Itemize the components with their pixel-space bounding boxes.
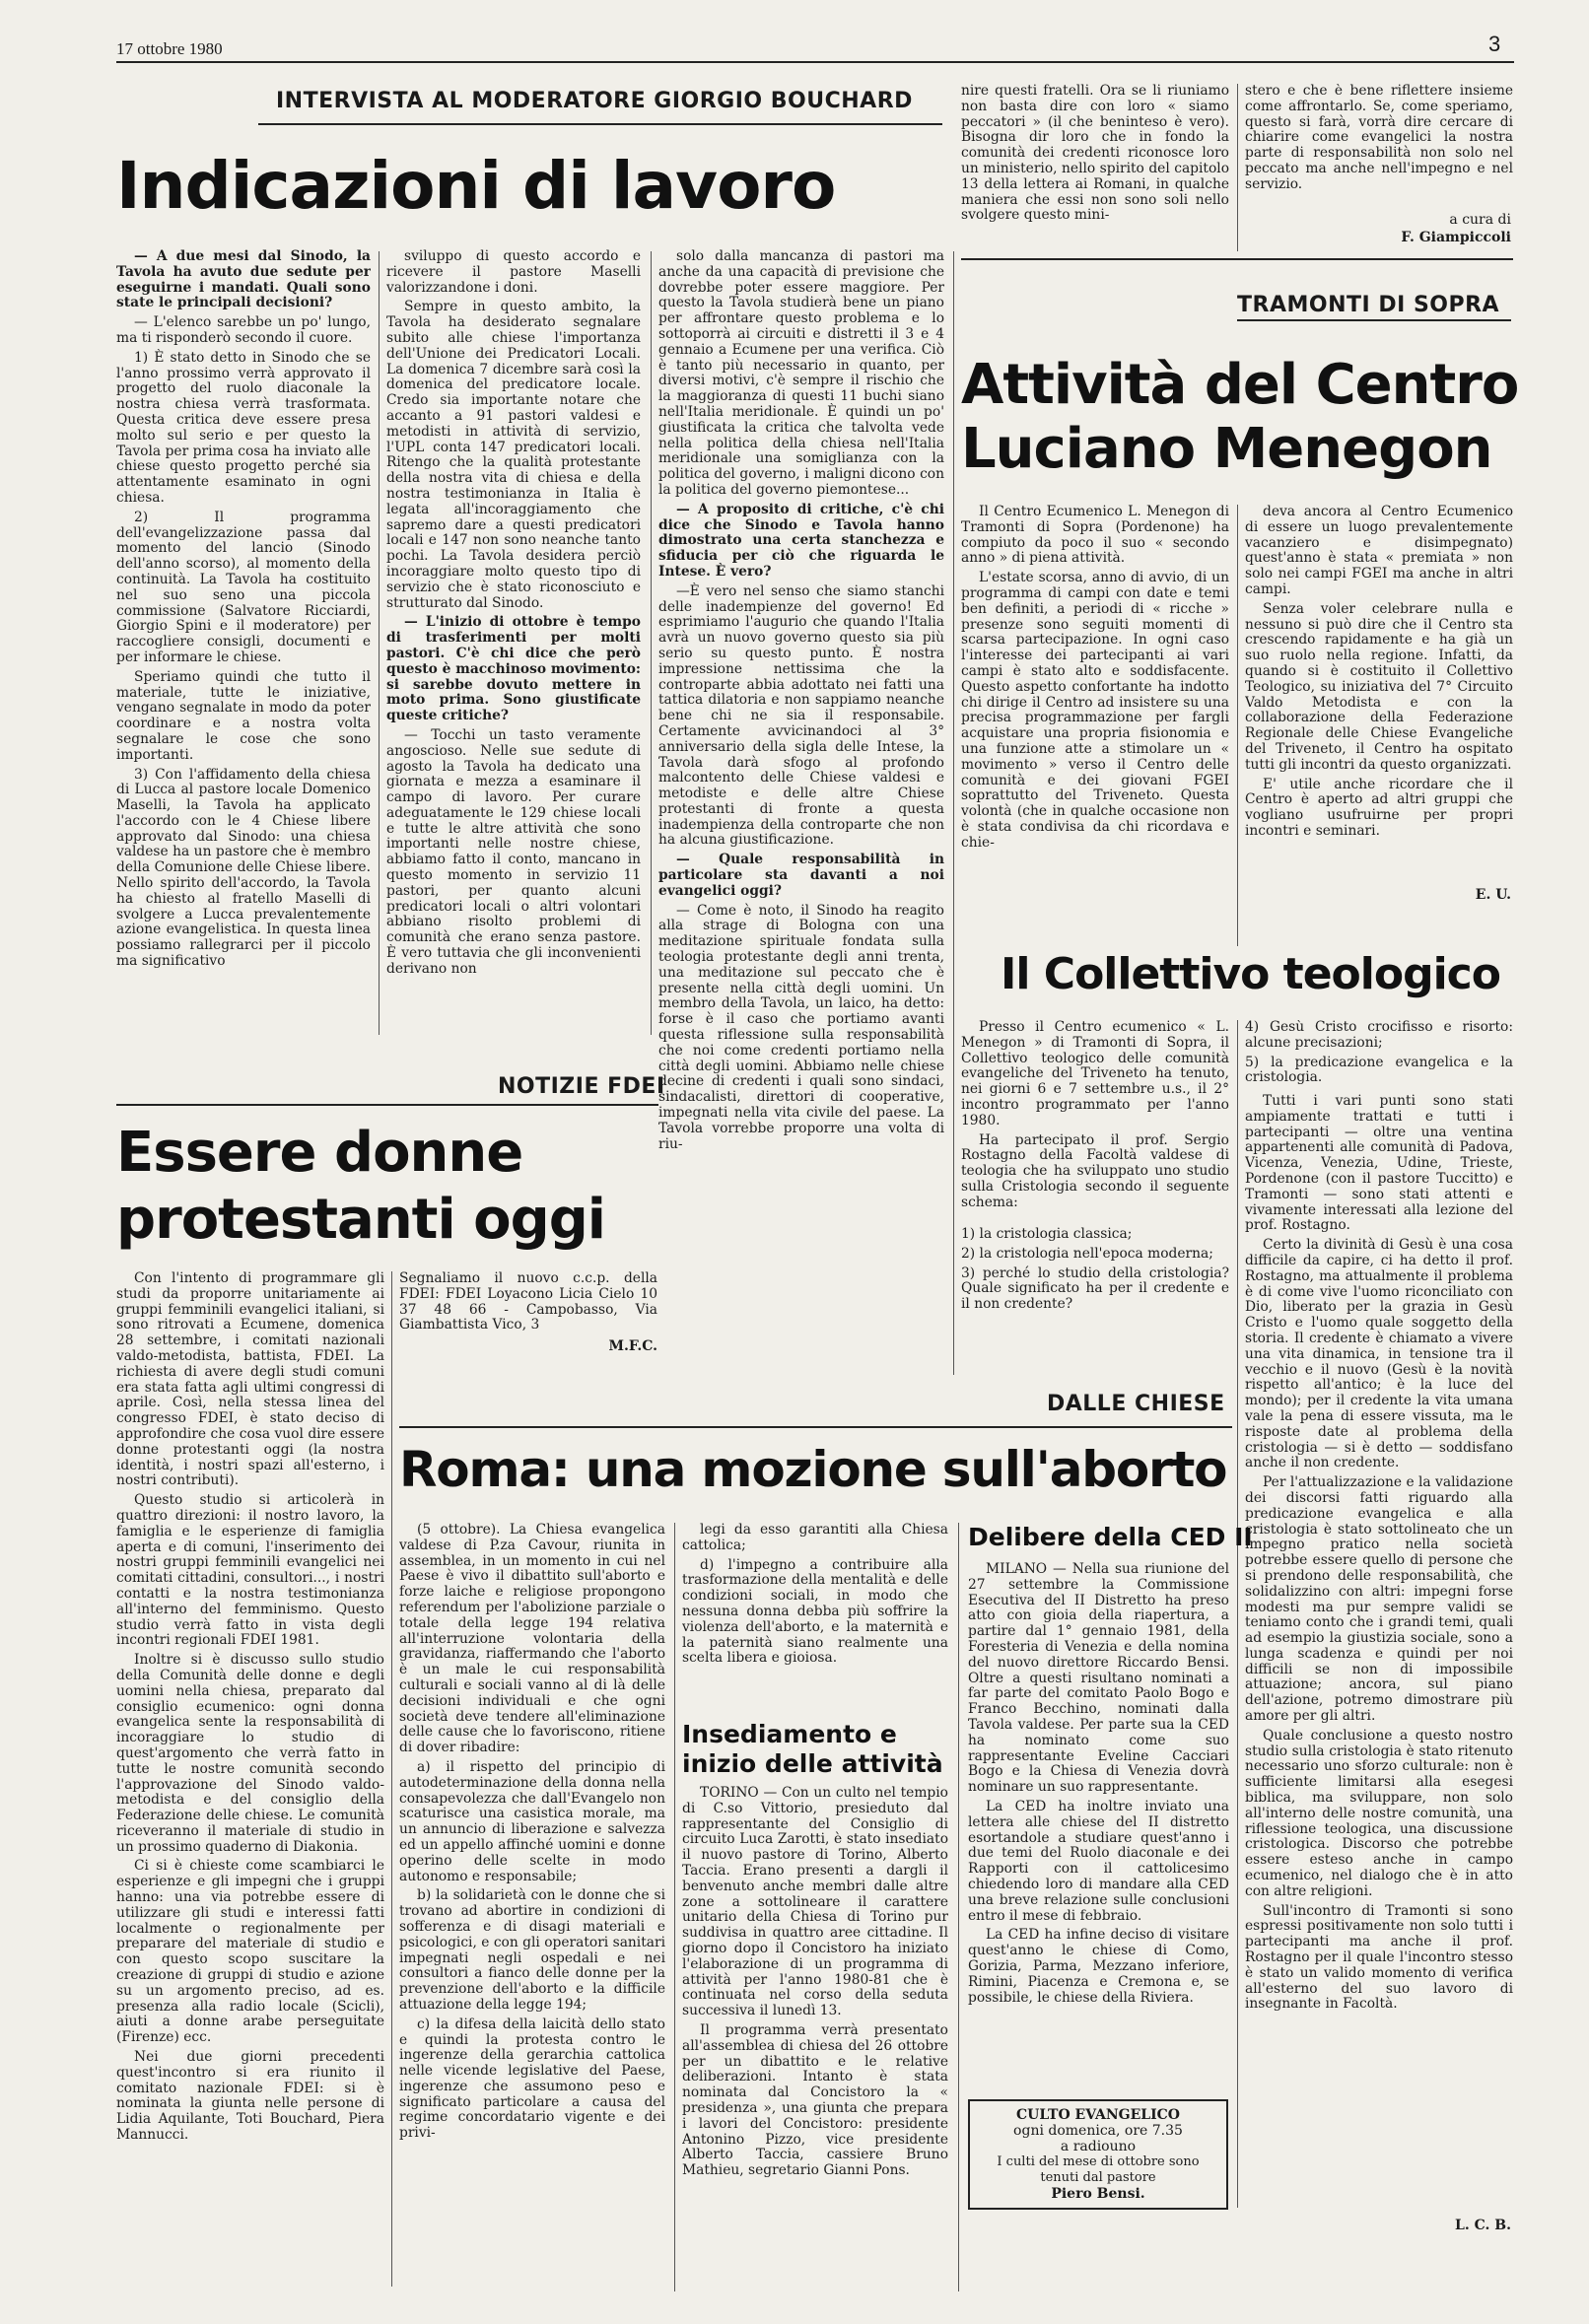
article2-column-1 [961,505,1229,948]
paragraph: solo dalla mancanza di pastori ma anche da una capacità di previsione che dovrebbe poter essere maggiore. Per questo la Tavola studierà bene un piano per affrontare questo problema e lo sottoporrà ai circuiti e distretti il 3 e 4 gennaio a Ecumene per una verifica. Ciò è tanto più necessario in quanto, per diversi motivi, c'è sempre il rischio che la maggioranza di questi 11 buchi siano nell'Italia meridionale. È quindi un po' giustificata la critica che talvolta vede nella politica della chiesa nell'Italia meridionale una somiglianza con la politica del governo, i maligni dicono con la politica del governo piemontese... [658,249,944,498]
paragraph: Senza voler celebrare nulla e nessuno si può dire che il Centro sta crescendo rapidamente e ha già un suo ruolo nella regione. Infatti, da quando si è costituito il Collettivo Teologico, su iniziativa del 7° Circuito Valdo Metodista e con la collaborazione della Federazione Regionale delle Chiese Evangeliche del Triveneto, il Centro ha ospitato tutti gli incontri da questo organizzati. [1245,600,1513,773]
outline-item: 4) Gesù Cristo crocifisso e risorto: alcune precisazioni; [1245,1020,1513,1051]
paragraph: d) l'impegno a contribuire alla trasformazione della mentalità e delle condizioni sociali, in modo che nessuna donna debba più soffrire la violenza dell'aborto, e la maternità e la paternità siano realmente una scelta libera e gioiosa. [682,1556,948,1667]
article1-title: Indicazioni di lavoro [116,148,836,224]
article3-outline-1 [961,1227,1229,1385]
kicker-rule [399,1426,1232,1428]
paragraph: Speriamo quindi che tutto il materiale, tutte le iniziative, vengano segnalate in modo da poter coordinare e a nostra volta segnalare le cose che sono importanti. [116,668,371,763]
paragraph: MILANO — Nella sua riunione del 27 settembre la Commissione Esecutiva del II Distretto ha preso atto con gioia della riapertura, a partire dal 1° gennaio 1981, della Foresteria di Venezia e della nomina del nuovo direttore Riccardo Bensi. Oltre a questi risultano nominati a far parte del comitato Paolo Bogo e Franco Becchino, nominati dalla Tavola valdese. Per parte sua la CED ha nominato come suo rappresentante Eveline Cacciari Bogo e la Chiesa di Venezia dovrà nominare un suo rappresentante. [968,1562,1229,1796]
article1-column-4 [961,84,1229,246]
ced-title: Delibere della CED II [968,1523,1253,1551]
article2-title-line2: Luciano Menegon [961,417,1492,481]
article5-subtitle-line2: inizio delle attività [682,1749,943,1778]
article5-kicker: DALLE CHIESE [1047,1392,1225,1416]
column-divider [651,251,652,1035]
paragraph: E' utile anche ricordare che il Centro è aperto ad altri gruppi che vogliano usufruirne per propri incontri e seminari. [1245,776,1513,839]
paragraph: Il Centro Ecumenico L. Menegon di Tramonti di Sopra (Pordenone) ha compiuto da poco il suo « secondo anno » di piena attività. [961,505,1229,567]
outline-item: 1) la cristologia classica; [961,1227,1133,1242]
article1-column-1 [116,249,371,1038]
article1-kicker: INTERVISTA AL MODERATORE GIORGIO BOUCHARD [276,89,913,113]
article4-title-line2: protestanti oggi [116,1188,605,1252]
paragraph: L'estate scorsa, anno di avvio, di un programma di campi con date e temi ben definiti, a periodi di « ricche » presenze sono seguiti momenti di scarsa partecipazione. In ogni caso l'interesse dei partecipanti ai vari campi è stato alto e soddisfacente. Questo aspetto confortante ha indotto chi dirige il Centro ad insistere su una precisa programmazione per fargli acquistare una propria fisionomia e una funzione atte a stimolare un « movimento » verso il Centro delle comunità e dei giovani FGEI soprattutto del Triveneto. Questa volontà (che in qualche occasione non è stata condivisa da chi ricordava e chie- [961,570,1229,851]
issue-date: 17 ottobre 1980 [116,39,223,58]
paragraph: deva ancora al Centro Ecumenico di essere un luogo prevalentemente vacanziero e disimpegnato) quest'anno è stata « premiata » non solo nei campi FGEI ma anche in altri campi. [1245,505,1513,597]
paragraph: — Quale responsabilità in particolare sta davanti a noi evangelici oggi? [658,852,944,899]
article4-kicker: NOTIZIE FDEI [498,1074,665,1099]
paragraph: Con l'intento di programmare gli studi da proporre unitariamente ai gruppi femminili evangelici italiani, si sono ritrovati a Ecumene, domenica 28 settembre, i comitati nazionali valdo-metodista, battista, FDEI. La richiesta di avere degli studi comuni era stata fatta agli ultimi congressi di aprile. Così, nella stessa linea del congresso FDEI, è stato deciso di approfondire che cosa vuol dire essere donne protestanti oggi (la nostra identità, i nostri spazi all'esterno, i nostri contributi). [116,1271,384,1489]
paragraph: Tutti i vari punti sono stati ampiamente trattati e tutti i partecipanti — oltre una ventina appartenenti alle comunità di Padova, Vicenza, Venezia, Udine, Trieste, Pordenone (con il pastore Tuccitto) e Tramonti — sono stati attenti e vivamente interessati alla lezione del prof. Rostagno. [1245,1094,1513,1234]
paragraph: La CED ha infine deciso di visitare quest'anno le chiese di Como, Gorizia, Parma, Mezzano inferiore, Rimini, Piacenza e Cremona e, se possibile, le chiese della Riviera. [968,1927,1229,2006]
article3-outline-2 [1245,1020,1513,1089]
paragraph: 3) Con l'affidamento della chiesa di Lucca al pastore locale Domenico Maselli, la Tavola ha applicato l'accordo con le 4 Chiese libere approvato dal Sinodo: una chiesa valdese ha un pastore che è membro della Comunione delle Chiese libere. Nello spirito dell'accordo, la Tavola ha chiesto al fratello Maselli di svolgere a Lucca prevalentemente azione evangelistica. In questa linea possiamo rallegrarci per il piccolo ma significativo [116,766,371,970]
paragraph: Inoltre si è discusso sullo studio della Comunità delle donne e degli uomini nella chiesa, preparato dal consiglio ecumenico: ogni donna evangelica sente la responsabilità di incoraggiare lo studio di quest'argomento che verrà fatto in tutte le nostre comunità secondo l'approvazione del Sinodo valdo-metodista e del consiglio della Federazione delle chiese. Le comunità riceveranno il materiale di studio in un prossimo quaderno di Diakonia. [116,1652,384,1855]
column-divider [1237,1020,1238,2208]
paragraph: — Tocchi un tasto veramente angoscioso. Nelle sue sedute di agosto la Tavola ha dedicato una giornata e mezza a esaminare il campo di lavoro. Per curare adeguatamente le 129 chiese locali e tutte le altre attività che sono importanti nelle nostre chiese, abbiamo fatto il conto, mancano in questo momento in servizio 11 pastori, per quanto alcuni predicatori locali o altri volontari abbiano risolto problemi di comunità che erano senza pastore. È vero tuttavia che gli inconvenienti derivano non [386,726,641,977]
paragraph: (5 ottobre). La Chiesa evangelica valdese di P.za Cavour, riunita in assemblea, in un momento in cui nel Paese è vivo il dibattito sull'aborto e forze laiche e religiose propongono referendum per l'abolizione parziale o totale della legge 194 relativa all'interruzione volontaria della gravidanza, riaffermando che l'aborto è un male le cui responsabilità culturali e sociali vanno al di là delle decisioni individuali e che ogni società deve tendere all'eliminazione delle cause che lo favoriscono, ritiene di dover ribadire: [399,1523,665,1756]
kicker-rule [1237,319,1511,321]
article2-title-line1: Attività del Centro [961,353,1519,417]
paragraph: Ha partecipato il prof. Sergio Rostagno della Facoltà valdese di teologia che ha sviluppato uno studio sulla Cristologia secondo il seguente schema: [961,1131,1229,1210]
paragraph: —È vero nel senso che siamo stanchi delle inadempienze del governo! Ed esprimiamo l'augurio che quando l'Italia avrà un nuovo governo questo sia più serio su questo punto. È nostra impressione nettissima che la controparte abbia adottato nei fatti una tattica dilatoria e non sappiamo neanche bene chi ne sia il responsabile. Certamente avvicinandoci al 3° anniversario della sigla delle Intese, la Tavola darà sfogo al profondo malcontento delle Chiese valdesi e metodiste e delle altre Chiese protestanti di fronte a questa inadempienza della controparte che non ha alcuna giustificazione. [658,582,944,849]
article1-column-5 [1245,84,1513,212]
column-divider [953,251,954,1375]
article4-title-line1: Essere donne [116,1121,523,1185]
article5-column-1 [399,1523,665,2291]
ced-column [968,1562,1229,2065]
article2-kicker: TRAMONTI DI SOPRA [1237,293,1500,317]
article1-column-2 [386,249,641,1038]
paragraph: Per l'attualizzazione e la validazione dei discorsi fatti riguardo alla predicazione evangelica e alla cristologia è stato sottolineato che un impegno pratico nella società potrebbe essere quello di persone che si prendono delle responsabilità, che solidalizzino con altri: impegni forse modesti ma pur sempre validi se teniamo conto che i grandi temi, quali ad esempio la giustizia sociale, sono a lunga scadenza e quindi per noi difficili se non di impossibile attuazione; ancora, sul piano dell'azione, potremo dimostrare più amore per gli altri. [1245,1474,1513,1725]
article4-signature: M.F.C. [608,1338,657,1354]
section-rule [961,258,1513,260]
article5-title: Roma: una mozione sull'aborto [399,1441,1227,1498]
paragraph: Certo la divinità di Gesù è una cosa difficile da capire, ci ha detto il prof. Rostagno, ma attualmente il problema è di come vive l'uomo riconciliato con Dio, liberato per la grazia in Gesù Cristo e l'uomo quale soggetto della storia. Il credente è chiamato a vivere una vita dinamica, in tensione tra il vecchio e il nuovo (Gesù è la novità rispetto all'antico; è la luce del mondo); per il credente la vita umana vale la pena di essere vissuta, ma le risposte date al problema della cristologia — si è detto — soddisfano anche il non credente. [1245,1237,1513,1471]
paragraph: Ci si è chieste come scambiarci le esperienze e gli impegni che i gruppi hanno: una via potrebbe essere di utilizzare gli studi e interessi fatti localmente o regionalmente per preparare del materiale di studio e con questo scopo suscitare la creazione di gruppi di studio e azione su un argomento preciso, ad es. presenza alla radio locale (Scicli), aiuti a donne arabe perseguitate (Firenze) ecc. [116,1858,384,2046]
article5-column-2 [682,1523,948,1671]
article1-signature-prefix: a cura di [1449,212,1511,228]
paragraph: Sull'incontro di Tramonti si sono espressi positivamente non solo tutti i partecipanti ma anche il prof. Rostagno per il quale l'incontro stesso è stato un valido momento di verifica all'esterno del suo lavoro di insegnante in Facoltà. [1245,1902,1513,2013]
header-rule [116,61,1514,63]
paragraph: — A proposito di critiche, c'è chi dice che Sinodo e Tavola hanno dimostrato una certa stanchezza e sfiducia per ciò che riguarda le Intese. È vero? [658,501,944,580]
paragraph: Nei due giorni precedenti quest'incontro si era riunito il comitato nazionale FDEI: si è nominata la giunta nelle persone di Lidia Aquilante, Toti Bouchard, Piera Mannucci. [116,2049,384,2144]
column-divider [958,1523,959,2291]
page-number: 3 [1488,32,1501,56]
box-line: ogni domenica, ore 7.35 [1013,2123,1183,2139]
paragraph: — L'inizio di ottobre è tempo di trasferimenti per molti pastori. C'è chi dice che però questo è macchinoso movimento: si sarebbe dovuto mettere in moto prima. Sono giustificate queste critiche? [386,614,641,724]
paragraph: — Come è noto, il Sinodo ha reagito alla strage di Bologna con una meditazione spirituale fondata sulla teologia protestante degli anni trenta, una meditazione sul peccato che è presente nella città degli uomini. Un membro della Tavola, un laico, ha detto: forse è il caso che portiamo avanti questa riflessione sulla responsabilità che noi come credenti portiamo nella città degli uomini. Abbiamo nelle chiese decine di credenti i quali sono sindaci, sindacalisti, direttori di cooperative, impegnati nella vita civile del paese. La Tavola vorrebbe proporre una volta di riu- [658,902,944,1152]
article1-signature: F. Giampiccoli [1401,230,1511,245]
outline-item: 3) perché lo studio della cristologia? Quale significato ha per il credente e il non credente? [961,1265,1229,1313]
article2-signature: E. U. [1475,887,1511,903]
paragraph: Sempre in questo ambito, la Tavola ha desiderato segnalare subito alle chiese l'importanza dell'Unione dei Predicatori Locali. La domenica 7 dicembre sarà così la domenica del predicatore locale. Credo sia importante notare che accanto a 91 pastori valdesi e metodisti in attività di servizio, l'UPL conta 147 predicatori locali. Ritengo che la qualità protestante della nostra vita di chiesa e della nostra testimonianza in Italia è legata all'incoraggiamento che sapremo dare a questi predicatori locali e 147 non sono neanche tanto pochi. La Tavola desidera perciò incoraggiare molto questo tipo di servizio che è stato riconosciuto e strutturato dal Sinodo. [386,299,641,611]
box-line: I culti del mese di ottobre sono tenuti dal pastore [997,2154,1200,2185]
paragraph: TORINO — Con un culto nel tempio di C.so Vittorio, presieduto dal rappresentante del Consiglio di circuito Luca Zarotti, è stato insediato il nuovo pastore di Torino, Alberto Taccia. Erano presenti a dargli il benvenuto anche membri dalle altre zone a sottolineare il carattere unitario della Chiesa di Torino pur suddivisa in quattro aree cittadine. Il giorno dopo il Concistoro ha iniziato l'elaborazione di un programma di attività per l'anno 1980-81 che è continuata nel corso della seduta successiva il lunedì 13. [682,1786,948,2019]
paragraph: b) la solidarietà con le donne che si trovano ad abortire in condizioni di sofferenza e di disagi materiali e psicologici, e con gli operatori sanitari impegnati negli ospedali e nei consultori a fianco delle donne per la prevenzione dell'aborto e la difficile attuazione della legge 194; [399,1887,665,2013]
article3-column-1 [961,1020,1229,1227]
paragraph: Il programma verrà presentato all'assemblea di chiesa del 26 ottobre per un dibattito e le relative deliberazioni. Intanto è stata nominata dal Concistoro la « presidenza », una giunta che prepara i lavori del Concistoro: presidente Antonino Pizzo, vice presidente Alberto Taccia, cassiere Bruno Mathieu, segretario Gianni Pons. [682,2021,948,2179]
paragraph: a) il rispetto del principio di autodeterminazione della donna nella consapevolezza che dall'Evangelo non scaturisce una casistica morale, ma un annuncio di liberazione e salvezza ed un appello affinché uomini e donne operino delle scelte in modo autonomo e responsabile; [399,1758,665,1884]
column-divider [391,1271,392,2287]
box-name: Piero Bensi. [1051,2186,1145,2202]
box-title: CULTO EVANGELICO [1015,2107,1180,2123]
kicker-rule [258,123,942,125]
column-divider [1237,505,1238,946]
paragraph: Segnaliamo il nuovo c.c.p. della FDEI: FDEI Loyacono Licia Cielo 10 37 48 66 - Campobasso, Via Giambattista Vico, 3 [399,1271,657,1333]
article5-column-2b [682,1786,948,2293]
outline-item: 5) la predicazione evangelica e la cristologia. [1245,1054,1513,1086]
column-divider [1237,84,1238,251]
column-divider [379,251,380,1035]
paragraph: Presso il Centro ecumenico « L. Menegon » di Tramonti di Sopra, il Collettivo teologico delle comunità evangeliche del Triveneto ha tenuto, nei giorni 6 e 7 settembre u.s., il 2° incontro programmato per l'anno 1980. [961,1020,1229,1128]
article3-column-2 [1245,1094,1513,2203]
article2-column-2 [1245,505,1513,884]
paragraph: 2) Il programma dell'evangelizzazione passa dal momento del lancio (Sinodo dell'anno scorso), al momento della continuità. La Tavola ha costituito nel suo seno una piccola commissione (Salvatore Ricciardi, Giorgio Spini e il moderatore) per raccogliere consigli, documenti e per informare le chiese. [116,509,371,665]
outline-item: 2) la cristologia nell'epoca moderna; [961,1245,1213,1262]
paragraph: — A due mesi dal Sinodo, la Tavola ha avuto due sedute per eseguirne i mandati. Quali sono state le principali decisioni? [116,249,371,311]
paragraph: — L'elenco sarebbe un po' lungo, ma ti risponderò secondo il cuore. [116,314,371,346]
article3-signature: L. C. B. [1455,2218,1511,2233]
kicker-rule [116,1104,658,1106]
column-divider [674,1523,675,2291]
paragraph: 1) È stato detto in Sinodo che se l'anno prossimo verrà approvato il progetto del ruolo diaconale la nostra chiesa verrà trasformata. Questa critica deve essere presa molto sul serio e per questo la Tavola per prima cosa ha inviato alle chiese questo progetto perché sia attentamente esaminato in ogni chiesa. [116,349,371,506]
article5-subtitle-line1: Insediamento e [682,1720,897,1748]
box-line: a radiouno [1060,2139,1137,2154]
article4-column-1 [116,1271,384,2287]
article3-title: Il Collettivo teologico [1001,949,1500,999]
paragraph: Quale conclusione a questo nostro studio sulla cristologia è stato ritenuto necessario uno sforzo culturale: non è sufficiente limitarsi alla esegesi biblica, ma sviluppare, non solo all'interno delle nostre comunità, una riflessione teologica, una discussione cristologica. Discorso che potrebbe essere esteso anche in campo ecumenico, nel dialogo che è in atto con altre religioni. [1245,1727,1513,1899]
paragraph: stero e che è bene riflettere insieme come affrontarlo. Se, come speriamo, questo si farà, vorrà dire cercare di chiarire come evangelici la nostra parte di responsabilità non solo nel peccato ma anche nell'impegno e nel servizio. [1245,84,1513,192]
article1-column-3 [658,249,944,1373]
paragraph: c) la difesa della laicità dello stato e quindi la protesta contro le ingerenze della gerarchia cattolica nelle vicende legislative del Paese, ingerenze che assumono peso e significato particolare a causa del regime concordatario vigente e dei privi- [399,2016,665,2142]
paragraph: legi da esso garantiti alla Chiesa cattolica; [682,1523,948,1553]
paragraph: Questo studio si articolerà in quattro direzioni: il nostro lavoro, la famiglia e le esperienze di famiglia aperta e di comuni, l'inserimento dei nostri gruppi femminili evangelici nei comitati cittadini, consultori..., i nostri contatti e la nostra testimonianza all'interno del femminismo. Questo studio verrà fatto in vista degli incontri regionali FDEI 1981. [116,1492,384,1649]
article4-column-2 [399,1271,657,1340]
paragraph: La CED ha inoltre inviato una lettera alle chiese del II distretto esortandole a studiare quest'anno i due temi del Ruolo diaconale e dei Rapporti con il cattolicesimo chiedendo loro di mandare alla CED una breve relazione sulle conclusioni entro il mese di febbraio. [968,1798,1229,1924]
paragraph: sviluppo di questo accordo e ricevere il pastore Maselli valorizzandone i doni. [386,249,641,296]
paragraph: nire questi fratelli. Ora se li riuniamo non basta dire con loro « siamo peccatori » (il che beninteso è vero). Bisogna dir loro che in fondo la comunità dei credenti riconosce loro un ministerio, nello spirito del capitolo 13 della lettera ai Romani, in qualche maniera che essi non sono soli nello svolgere questo mini- [961,84,1229,224]
culto-evangelico-box [968,2099,1228,2210]
